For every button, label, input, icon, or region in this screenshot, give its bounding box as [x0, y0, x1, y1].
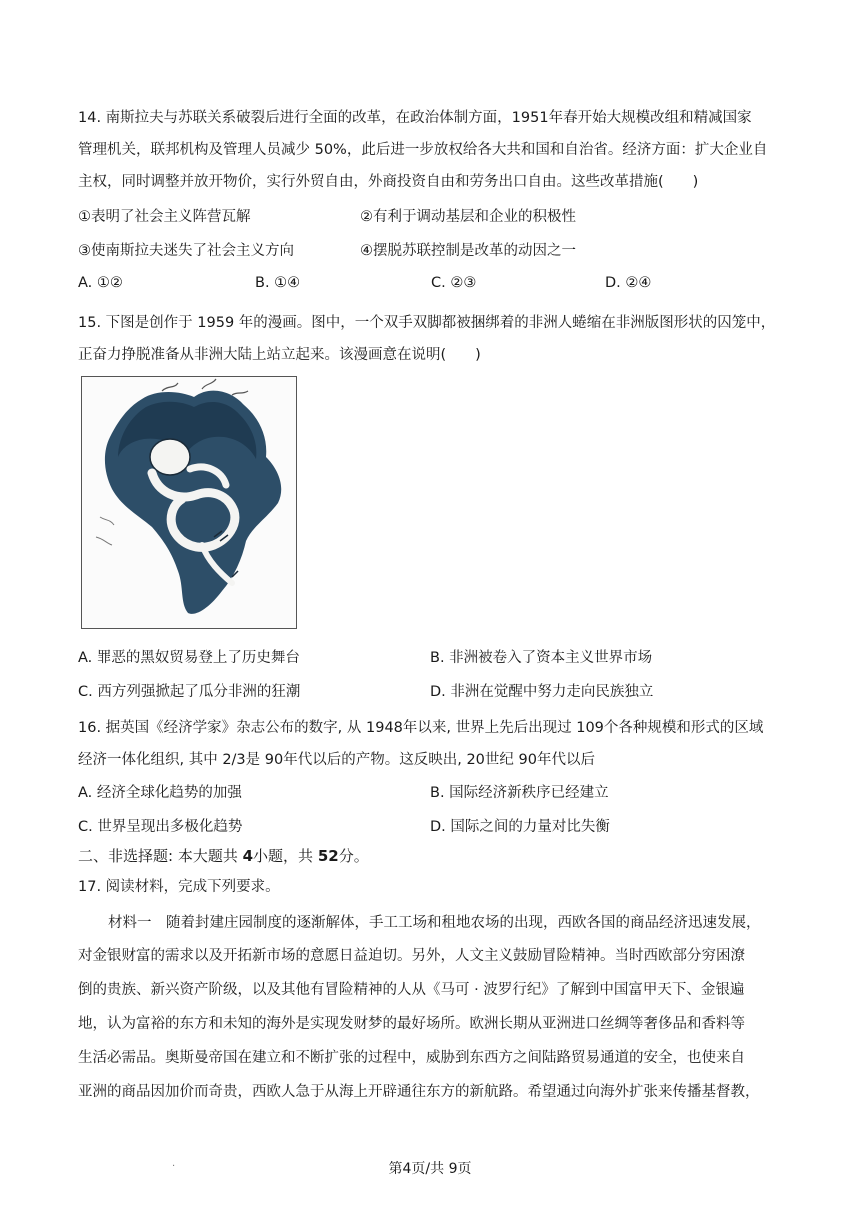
q16-line-2: 经济一体化组织, 其中 2/3是 90年代以后的产物。这反映出, 20世纪 90年代以后	[78, 752, 595, 768]
q14-item-2: ②有利于调动基层和企业的积极性	[360, 209, 576, 225]
q17-material-line-6: 亚洲的商品因加价而奇贵，西欧人急于从海上开辟通往东方的新航路。希望通过向海外扩张来传播基督教，	[78, 1084, 760, 1100]
page-number: 第4页/共 9页	[388, 1161, 472, 1177]
q16-line-1: 16. 据英国《经济学家》杂志公布的数字, 从 1948年以来, 世界上先后出现过 109个各种规模和形式的区域	[78, 720, 764, 736]
q16-option-d[interactable]: D. 国际之间的力量对比失衡	[430, 819, 610, 835]
q15-option-d[interactable]: D. 非洲在觉醒中努力走向民族独立	[430, 684, 654, 700]
q14-item-1: ①表明了社会主义阵营瓦解	[78, 209, 251, 225]
q15-option-a[interactable]: A. 罪恶的黑奴贸易登上了历史舞台	[78, 650, 300, 666]
q15-line-2: 正奋力挣脱准备从非洲大陆上站立起来。该漫画意在说明( )	[78, 347, 481, 363]
q14-line-2: 管理机关，联邦机构及管理人员减少 50%，此后进一步放权给各大共和国和自治省。经济方面：扩大企业自	[78, 142, 768, 158]
section-mid: 小题，共	[253, 847, 318, 865]
q14-item-3: ③使南斯拉夫迷失了社会主义方向	[78, 243, 294, 259]
q17-material-line-3: 倒的贵族、新兴资产阶级，以及其他有冒险精神的人从《马可 · 波罗行纪》了解到中国富甲天下、金银遍	[78, 982, 745, 998]
section-count: 4	[242, 847, 254, 865]
q15-option-c[interactable]: C. 西方列强掀起了瓜分非洲的狂潮	[78, 684, 301, 700]
q16-option-a[interactable]: A. 经济全球化趋势的加强	[78, 785, 242, 801]
section-prefix: 二、非选择题: 本大题共	[78, 847, 243, 865]
section-two-heading	[78, 846, 369, 866]
q14-option-b[interactable]: B. ①④	[255, 275, 301, 291]
q14-item-4: ④摆脱苏联控制是改革的动因之一	[360, 243, 576, 259]
section-score: 52	[317, 847, 339, 865]
africa-cartoon-illustration-icon	[82, 377, 295, 627]
q17-material-line-2: 对金银财富的需求以及开拓新市场的意愿日益迫切。另外，人文主义鼓励冒险精神。当时西欧部分穷困潦	[78, 948, 745, 964]
q14-line-1: 14. 南斯拉夫与苏联关系破裂后进行全面的改革，在政治体制方面，1951年春开始大规模改组和精减国家	[78, 110, 752, 126]
q17-material-line-4: 地，认为富裕的东方和未知的海外是实现发财梦的最好场所。欧洲长期从亚洲进口丝绸等奢侈品和香料等	[78, 1016, 745, 1032]
q14-option-a[interactable]: A. ①②	[78, 275, 123, 291]
section-suffix: 分。	[338, 847, 369, 865]
q14-option-d[interactable]: D. ②④	[605, 275, 652, 291]
q14-option-c[interactable]: C. ②③	[431, 275, 477, 291]
q15-option-b[interactable]: B. 非洲被卷入了资本主义世界市场	[430, 650, 653, 666]
q15-line-1: 15. 下图是创作于 1959 年的漫画。图中，一个双手双脚都被捆绑着的非洲人蜷缩在非洲版图形状的囚笼中，	[78, 315, 776, 331]
q17-line-1: 17. 阅读材料，完成下列要求。	[78, 879, 280, 895]
q16-option-c[interactable]: C. 世界呈现出多极化趋势	[78, 819, 243, 835]
africa-cartoon-figure	[81, 376, 297, 629]
footer-mark: .	[172, 1158, 176, 1169]
q17-material-line-5: 生活必需品。奥斯曼帝国在建立和不断扩张的过程中，威胁到东西方之间陆路贸易通道的安全，也使来自	[78, 1050, 745, 1066]
q14-line-3: 主权，同时调整并放开物价，实行外贸自由，外商投资自由和劳务出口自由。这些改革措施( )	[78, 174, 699, 190]
q17-material-line-1: 材料一 随着封建庄园制度的逐渐解体，手工工场和租地农场的出现，西欧各国的商品经济迅速发展，	[108, 915, 761, 931]
q16-option-b[interactable]: B. 国际经济新秩序已经建立	[430, 785, 609, 801]
